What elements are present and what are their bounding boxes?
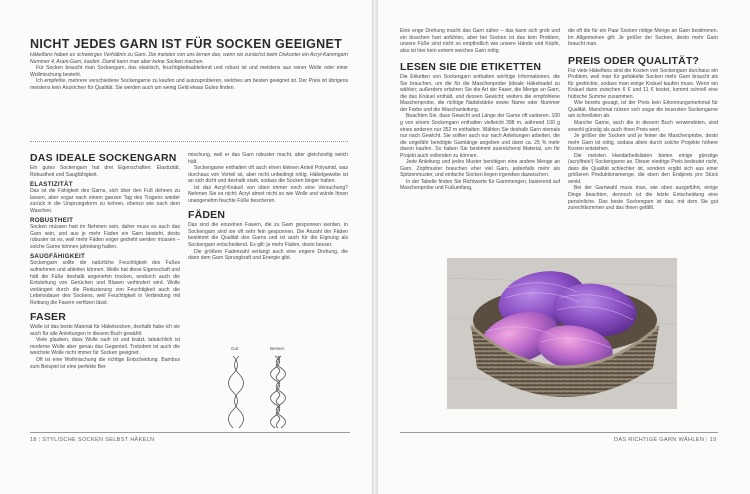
yarn-basket-photo [447,258,677,409]
preis-paragraph-2: Wie bereits gesagt, ist der Preis kein Erkennungsmerkmal für Qualität. Manchmal nützen sich sogar die teuersten Sockengarne am schnellsten ab. [568,100,718,120]
faeden-paragraph-1: Das sind die einzelnen Fasern, die zu Garn gesponnen werden, in Sockengarn sind sie oft sehr fein gesponnen. Die Anzahl der Fäden bestimmt die Qualität des Garns und ist auch für die Eignung als Sockengarn entscheidend. Es gilt: je mehr Fäden, desto besser. [188,222,348,249]
elastizitaet-paragraph: Das ist die Fähigkeit des Garns, sich über den Fuß dehnen zu lassen, aber sogar nach einem ganzen Tag des Tragens wieder zurück in die Ursprungsform zu kehren, ebenso wie nach dem Waschen. [30,188,180,214]
heading-preis-qualitaet: PREIS ODER QUALITÄT? [568,54,700,67]
heading-saugfaehigkeit: SAUGFÄHIGKEIT [30,253,86,261]
label-good: Gut [231,346,239,351]
running-title-right: DAS RICHTIGE GARN WÄHLEN [614,437,705,443]
faser-paragraph-2: Viele glauben, dass Wolle rauh ist und kratzt, tatsächlich ist moderne Wolle aber genau das Gegenteil. Trotzdem ist auch die weichste Wolle nicht immer für Socken geeignet. [30,337,180,357]
left-column-1 [30,152,180,370]
col2-paragraph-1: mischung, weil er das Garn robuster macht, aber gleichzeitig weich hält. [188,152,348,165]
section-divider [30,141,348,142]
faeden-paragraph-2: Die größere Fadenzahl verlangt auch eine engere Drehung, die dann dem Garn Sprungkraft und Energie gibt. [188,248,348,262]
col2-paragraph-3: Ist das Acryl-Knäuel von oben immer noch eine Versuchung? Nehmen Sie es nicht; Acryl atmet nicht so wie Wolle und würde Ihnen unangenehm feuchte Füße bescheren. [188,184,348,204]
page-number-right: 19 [709,437,717,443]
right-column-2 [568,28,718,212]
saugfaehigkeit-paragraph: Sockengarn sollte die natürliche Feuchtigkeit des Fußes aufnehmen und ableiten können. Wolle hat diese Eigenschaft und hält die Füße deshalb angenehm trocken, wodurch auch die Entstehung von Gerüchen und Blasen verhindert wird. Wolle verlängert durch die Reduzierung von Feuchtigkeit auch die Lebensdauer des Sockens, weil Feuchtigkeit in Verbindung mit Reibung die Fasern verfilzen lässt. [30,260,180,306]
footer-rule-right [400,432,718,433]
ideal-paragraph: Ein gutes Sockengarn hat drei Eigenschaften: Elastizität, Robustheit und Saugfähigkeit. [30,165,180,178]
intro-block [30,52,348,91]
yarn-twist-illustration [225,354,305,430]
footer-rule-left [30,432,350,433]
page-title: NICHT JEDES GARN IST FÜR SOCKEN GEEIGNET [30,37,343,51]
heading-robustheit: ROBUSTHEIT [30,217,74,225]
right-col2-top-paragraph: die oft die für ein Paar Socken nötige Menge an Garn bestimmen. Im Allgemeinen gilt: Je größer der Socken, desto mehr Garn braucht man. [568,28,718,48]
footer-right: DAS RICHTIGE GARN WÄHLEN | 19 [614,437,717,443]
intro-paragraph-2: Ich empfehle, mehrere verschiedene Sockengarne zu kaufen und auszuprobieren, welches am besten geeignet ist. Der Preis ist übrigens meistens kein Anzeichen für Qualität. Sie werden auch um wenig Geld etwas Gutes finden. [30,78,348,91]
intro-italic: Häkelfans haben es schwierges Verhältnis zu Garn. Die meisten von uns lernen das, wenn sie zunächst beim Diskonter ein Acryl-Kammgarn Nummer 4, Arani-Garn, kaufen. Damit kann man aber keine Socken machen. [30,52,348,65]
col2-paragraph-2: Sockengarne enthalten oft auch einen kleinen Anteil Polyamid, was durchaus von Vorteil ist, aber nicht unbedingt nötig. Häkelgewebe ist an sich dicht und deshalb stark, sodass die Socken länger halten. [188,165,348,185]
left-column-2 [188,152,348,262]
etiketten-paragraph-4: In der Tabelle finden Sie Richtwerte für Garnmengen, basierend auf Maschenprobe und Fußumfang, [400,178,560,192]
preis-paragraph-5: Die meisten Handarbeitsläden bieten einige günstige (acrylfreie!) Sockengarne an. Dieser niedrige Preis bedeutet nicht, dass die Qualität schlechter ist, sondern ergibt sich aus einer größeren Produktionsmenge, die eben den Endpreis pro Stück senkt. [568,152,718,185]
heading-etiketten: LESEN SIE DIE ETIKETTEN [400,61,542,74]
etiketten-paragraph-2: Beachten Sie, dass Gewicht und Länge der Garne oft variieren. 100 g von einem Sockengarn enthalten vielleicht 398 m, während 100 g eines anderen nur 352 m enthalten. Wählen Sie deshalb Garn niemals nur nach Gewicht. Sie sollten auch nur nach Anleitungen arbeiten, die die ungefähr benötigte Garnlänge angeben und dann ca. 25 % mehr davon kaufen. So haben Sie bestimmt ausreichend Material, um Ihr Projekt auch vollenden zu können. [400,113,560,159]
preis-paragraph-6: Bei der Garnwahl muss man, wie oben ausgeführt, einige Dinge beachten, dennoch ist die letzte Entscheidung eine persönliche. Das beste Sockengarn ist das, mit dem Sie gut zurechtkommen und das Ihnen gefällt. [568,185,718,212]
heading-elastizitaet: ELASTIZITÄT [30,181,73,189]
footer-left: 18 | STYLISCHE SOCKEN SELBST HÄKELN [30,437,155,443]
robustheit-paragraph: Socken müssen hart im Nehmen sein, daher muss es auch das Garn sein, und aus je mehr Fäden ein Garn besteht, desto robuster ist es, weil mehr Fäden enger gedreht werden müssen – solche Garne können jahrelang halten. [30,224,180,250]
preis-paragraph-3: Manche Garne, auch die in diesem Buch verwendeten, sind sowohl günstig als auch ihren Preis wert. [568,120,718,133]
right-column-1 [400,28,560,192]
intro-paragraph-1: Für Socken braucht man Sockengarn, das elastisch, feuchtigkeitsableitend und robust ist und meistens aus reiner Wolle oder einer Wollmischung besteht. [30,65,348,78]
label-better: Besser [270,346,285,351]
heading-faser: FASER [30,311,67,324]
etiketten-paragraph-1: Die Etiketten von Sockengarn enthalten wichtige Informationen, die Sie brauchen, um die für die Maschenprobe (ideale Häkelnadel zu wählen; außerdem erfahren Sie die Art der Faser, die Menge an Garn, die das Knäuel enthält, und dessen Gewicht; weiters die empfohlene Maschenprobe, die richtige Nadelstärke sowie Name oder Nummer der Farbe und die Waschanleitung. [400,74,560,113]
faser-paragraph-1: Wolle ist das beste Material für Häkelsocken, deshalb habe ich sie auch für alle Anleitungen in diesem Buch gewählt. [30,324,180,337]
faser-paragraph-3: Oft ist eine Wollmischung die richtige Entscheidung. Bambus zum Beispiel ist eine perfekte Bei- [30,357,180,370]
running-title-left: STYLISCHE SOCKEN SELBST HÄKELN [42,437,155,443]
etiketten-paragraph-3: Jede Anleitung und jedes Muster benötigen eine andere Menge an Garn. Zopfmuster brauchen eher viel Garn, jedenfalls mehr als Spitzenmuster, und einfache Socken liegen irgendwo dazwischen. [400,159,560,179]
twist-good-illustration [229,356,244,428]
heading-faeden: FÄDEN [188,209,226,222]
preis-paragraph-1: Für viele Häkelfans sind die Kosten von Sockengarn durchaus ein Problem, weil man für gehäkelte Socken mehr Garn braucht als für gestrickte, sodass man einige Knäuel kaufen muss. Wenn ein Knäuel dann zwischen 6 € und 11 € kostet, kommt schnell eine hübsche Summe zusammen. [568,67,718,100]
preis-paragraph-4: Je größer der Socken und je feiner die Maschenprobe, desto mehr Garn ist nötig, sodass allein durch solche Projekte höhere Kosten entstehen. [568,133,718,153]
twist-better-illustration [271,356,286,428]
heading-ideal-sockengarn: DAS IDEALE SOCKENGARN [30,152,177,164]
page-number-left: 18 [30,437,37,443]
right-col1-top-paragraph: Eine enge Drehung macht das Garn zäher – das kann sich grob und ein bisschen hart anfühlen, aber bei Socken ist das kein Problem, unsere Füße sind nicht so empfindlich wie unsere Hände und Köpfe, also ist hier kein extrem weiches Garn nötig. [400,28,560,54]
